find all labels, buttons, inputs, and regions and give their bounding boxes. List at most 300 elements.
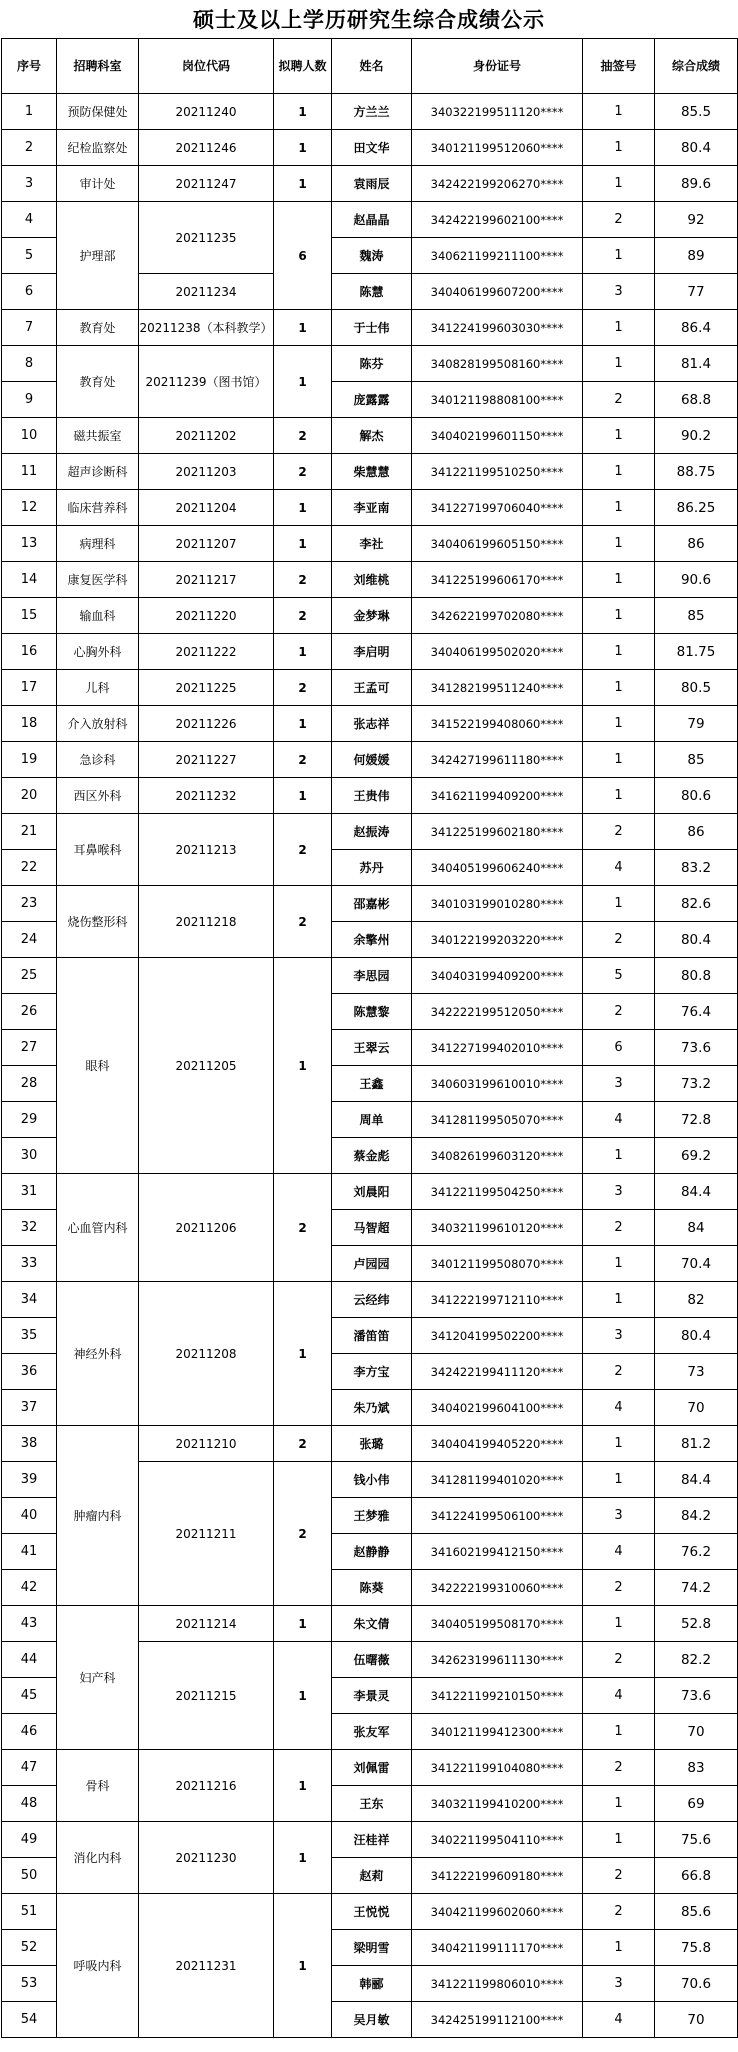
name-cell: 于士伟: [332, 310, 412, 346]
seq-cell: 47: [2, 1750, 57, 1786]
table-row: [2, 706, 738, 742]
name-cell: 陈慧黎: [332, 994, 412, 1030]
dept-cell: 西区外科: [57, 778, 139, 814]
name-cell: 潘笛笛: [332, 1318, 412, 1354]
header-row: [2, 39, 738, 94]
seq-cell: 9: [2, 382, 57, 418]
id-number-cell: 340103199010280****: [412, 886, 583, 922]
table-row: [2, 1606, 738, 1642]
lot-number-cell: 1: [583, 778, 655, 814]
score-cell: 73: [655, 1354, 738, 1390]
dept-cell: 急诊科: [57, 742, 139, 778]
lot-number-cell: 4: [583, 1534, 655, 1570]
table-row: [2, 1822, 738, 1858]
seq-cell: 21: [2, 814, 57, 850]
name-cell: 李景灵: [332, 1678, 412, 1714]
lot-number-cell: 1: [583, 634, 655, 670]
name-cell: 张璐: [332, 1426, 412, 1462]
id-number-cell: 340826199603120****: [412, 1138, 583, 1174]
name-cell: 赵静静: [332, 1534, 412, 1570]
seq-cell: 33: [2, 1246, 57, 1282]
lot-number-cell: 1: [583, 490, 655, 526]
dept-cell: 儿科: [57, 670, 139, 706]
name-cell: 解杰: [332, 418, 412, 454]
position-code-cell: 20211217: [139, 562, 274, 598]
seq-cell: 43: [2, 1606, 57, 1642]
score-cell: 86: [655, 814, 738, 850]
seq-cell: 49: [2, 1822, 57, 1858]
score-cell: 79: [655, 706, 738, 742]
id-number-cell: 340603199610010****: [412, 1066, 583, 1102]
id-number-cell: 342427199611180****: [412, 742, 583, 778]
score-cell: 84.4: [655, 1462, 738, 1498]
position-code-cell: 20211206: [139, 1174, 274, 1282]
table-row: [2, 526, 738, 562]
seq-cell: 54: [2, 2002, 57, 2038]
score-cell: 86.4: [655, 310, 738, 346]
seq-cell: 27: [2, 1030, 57, 1066]
lot-number-cell: 3: [583, 1966, 655, 2002]
name-cell: 刘佩雷: [332, 1750, 412, 1786]
lot-number-cell: 1: [583, 1786, 655, 1822]
score-cell: 80.8: [655, 958, 738, 994]
score-cell: 86: [655, 526, 738, 562]
name-cell: 李方宝: [332, 1354, 412, 1390]
id-number-cell: 342623199611130****: [412, 1642, 583, 1678]
hire-count-cell: 1: [274, 490, 332, 526]
name-cell: 刘维桃: [332, 562, 412, 598]
position-code-cell: 20211238（本科教学）: [139, 310, 274, 346]
lot-number-cell: 2: [583, 1750, 655, 1786]
seq-cell: 51: [2, 1894, 57, 1930]
dept-cell: 教育处: [57, 310, 139, 346]
table-row: [2, 1282, 738, 1318]
seq-cell: 14: [2, 562, 57, 598]
position-code-cell: 20211208: [139, 1282, 274, 1426]
lot-number-cell: 4: [583, 850, 655, 886]
dept-cell: 病理科: [57, 526, 139, 562]
dept-cell: 输血科: [57, 598, 139, 634]
lot-number-cell: 1: [583, 562, 655, 598]
score-cell: 74.2: [655, 1570, 738, 1606]
name-cell: 陈慧: [332, 274, 412, 310]
id-number-cell: 340322199511120****: [412, 94, 583, 130]
score-cell: 68.8: [655, 382, 738, 418]
id-number-cell: 342222199310060****: [412, 1570, 583, 1606]
name-cell: 王东: [332, 1786, 412, 1822]
seq-cell: 53: [2, 1966, 57, 2002]
name-cell: 汪桂祥: [332, 1822, 412, 1858]
score-cell: 69.2: [655, 1138, 738, 1174]
seq-cell: 10: [2, 418, 57, 454]
seq-cell: 29: [2, 1102, 57, 1138]
hire-count-cell: 1: [274, 526, 332, 562]
hire-count-cell: 1: [274, 958, 332, 1174]
seq-cell: 42: [2, 1570, 57, 1606]
hire-count-cell: 1: [274, 1642, 332, 1750]
id-number-cell: 340406199502020****: [412, 634, 583, 670]
lot-number-cell: 3: [583, 1066, 655, 1102]
position-code-cell: 20211226: [139, 706, 274, 742]
position-code-cell: 20211210: [139, 1426, 274, 1462]
seq-cell: 48: [2, 1786, 57, 1822]
header-seq: 序号: [2, 39, 57, 94]
lot-number-cell: 4: [583, 2002, 655, 2038]
id-number-cell: 341222199609180****: [412, 1858, 583, 1894]
position-code-cell: 20211218: [139, 886, 274, 958]
score-cell: 70.4: [655, 1246, 738, 1282]
seq-cell: 46: [2, 1714, 57, 1750]
table-row: [2, 1750, 738, 1786]
name-cell: 刘晨阳: [332, 1174, 412, 1210]
score-cell: 81.2: [655, 1426, 738, 1462]
score-cell: 89.6: [655, 166, 738, 202]
name-cell: 方兰兰: [332, 94, 412, 130]
seq-cell: 17: [2, 670, 57, 706]
table-row: [2, 202, 738, 238]
table-row: [2, 886, 738, 922]
id-number-cell: 341224199506100****: [412, 1498, 583, 1534]
score-cell: 75.6: [655, 1822, 738, 1858]
id-number-cell: 341221199104080****: [412, 1750, 583, 1786]
name-cell: 陈葵: [332, 1570, 412, 1606]
score-cell: 84: [655, 1210, 738, 1246]
name-cell: 李社: [332, 526, 412, 562]
dept-cell: 介入放射科: [57, 706, 139, 742]
score-cell: 70: [655, 1390, 738, 1426]
dept-cell: 临床营养科: [57, 490, 139, 526]
dept-cell: 审计处: [57, 166, 139, 202]
id-number-cell: 341225199602180****: [412, 814, 583, 850]
id-number-cell: 342222199512050****: [412, 994, 583, 1030]
id-number-cell: 340121199508070****: [412, 1246, 583, 1282]
lot-number-cell: 1: [583, 706, 655, 742]
lot-number-cell: 5: [583, 958, 655, 994]
position-code-cell: 20211213: [139, 814, 274, 886]
name-cell: 李亚南: [332, 490, 412, 526]
lot-number-cell: 1: [583, 1282, 655, 1318]
hire-count-cell: 1: [274, 94, 332, 130]
position-code-cell: 20211225: [139, 670, 274, 706]
hire-count-cell: 2: [274, 886, 332, 958]
score-cell: 70.6: [655, 1966, 738, 2002]
id-number-cell: 341221199806010****: [412, 1966, 583, 2002]
hire-count-cell: 1: [274, 1822, 332, 1894]
id-number-cell: 340828199508160****: [412, 346, 583, 382]
seq-cell: 37: [2, 1390, 57, 1426]
id-number-cell: 341222199712110****: [412, 1282, 583, 1318]
lot-number-cell: 1: [583, 670, 655, 706]
name-cell: 余擎州: [332, 922, 412, 958]
lot-number-cell: 2: [583, 1642, 655, 1678]
dept-cell: 肿瘤内科: [57, 1426, 139, 1606]
seq-cell: 23: [2, 886, 57, 922]
table-row: [2, 166, 738, 202]
seq-cell: 3: [2, 166, 57, 202]
position-code-cell: 20211234: [139, 274, 274, 310]
header-score: 综合成绩: [655, 39, 738, 94]
seq-cell: 5: [2, 238, 57, 274]
hire-count-cell: 1: [274, 166, 332, 202]
hire-count-cell: 1: [274, 778, 332, 814]
hire-count-cell: 2: [274, 598, 332, 634]
id-number-cell: 340121198808100****: [412, 382, 583, 418]
lot-number-cell: 2: [583, 202, 655, 238]
name-cell: 魏涛: [332, 238, 412, 274]
name-cell: 赵晶晶: [332, 202, 412, 238]
seq-cell: 7: [2, 310, 57, 346]
lot-number-cell: 3: [583, 1498, 655, 1534]
position-code-cell: 20211235: [139, 202, 274, 274]
name-cell: 苏丹: [332, 850, 412, 886]
hire-count-cell: 2: [274, 814, 332, 886]
lot-number-cell: 4: [583, 1390, 655, 1426]
dept-cell: 眼科: [57, 958, 139, 1174]
lot-number-cell: 1: [583, 526, 655, 562]
seq-cell: 52: [2, 1930, 57, 1966]
header-name: 姓名: [332, 39, 412, 94]
seq-cell: 12: [2, 490, 57, 526]
seq-cell: 18: [2, 706, 57, 742]
hire-count-cell: 2: [274, 1426, 332, 1462]
lot-number-cell: 6: [583, 1030, 655, 1066]
id-number-cell: 340421199111170****: [412, 1930, 583, 1966]
hire-count-cell: 1: [274, 346, 332, 418]
score-cell: 85.6: [655, 1894, 738, 1930]
id-number-cell: 341204199502200****: [412, 1318, 583, 1354]
hire-count-cell: 2: [274, 454, 332, 490]
seq-cell: 32: [2, 1210, 57, 1246]
table-row: [2, 598, 738, 634]
seq-cell: 39: [2, 1462, 57, 1498]
seq-cell: 38: [2, 1426, 57, 1462]
seq-cell: 50: [2, 1858, 57, 1894]
seq-cell: 4: [2, 202, 57, 238]
id-number-cell: 340621199211100****: [412, 238, 583, 274]
dept-cell: 骨科: [57, 1750, 139, 1822]
header-lot: 抽签号: [583, 39, 655, 94]
seq-cell: 36: [2, 1354, 57, 1390]
id-number-cell: 340403199409200****: [412, 958, 583, 994]
seq-cell: 41: [2, 1534, 57, 1570]
hire-count-cell: 1: [274, 634, 332, 670]
position-code-cell: 20211222: [139, 634, 274, 670]
name-cell: 赵莉: [332, 1858, 412, 1894]
id-number-cell: 340406199607200****: [412, 274, 583, 310]
name-cell: 朱乃斌: [332, 1390, 412, 1426]
lot-number-cell: 1: [583, 310, 655, 346]
lot-number-cell: 1: [583, 1138, 655, 1174]
score-cell: 84.2: [655, 1498, 738, 1534]
dept-cell: 磁共振室: [57, 418, 139, 454]
score-cell: 69: [655, 1786, 738, 1822]
score-cell: 90.2: [655, 418, 738, 454]
seq-cell: 34: [2, 1282, 57, 1318]
lot-number-cell: 2: [583, 1858, 655, 1894]
id-number-cell: 340405199508170****: [412, 1606, 583, 1642]
lot-number-cell: 2: [583, 1570, 655, 1606]
dept-cell: 烧伤整形科: [57, 886, 139, 958]
name-cell: 陈芬: [332, 346, 412, 382]
hire-count-cell: 2: [274, 742, 332, 778]
position-code-cell: 20211207: [139, 526, 274, 562]
lot-number-cell: 1: [583, 418, 655, 454]
id-number-cell: 342422199206270****: [412, 166, 583, 202]
table-row: [2, 1174, 738, 1210]
header-hires: 拟聘人数: [274, 39, 332, 94]
id-number-cell: 340122199203220****: [412, 922, 583, 958]
lot-number-cell: 4: [583, 1678, 655, 1714]
seq-cell: 1: [2, 94, 57, 130]
name-cell: 吴月敏: [332, 2002, 412, 2038]
lot-number-cell: 1: [583, 1822, 655, 1858]
score-cell: 72.8: [655, 1102, 738, 1138]
results-table: [1, 38, 738, 2038]
score-cell: 52.8: [655, 1606, 738, 1642]
lot-number-cell: 2: [583, 814, 655, 850]
position-code-cell: 20211240: [139, 94, 274, 130]
hire-count-cell: 1: [274, 1750, 332, 1822]
hire-count-cell: 1: [274, 706, 332, 742]
position-code-cell: 20211231: [139, 1894, 274, 2038]
score-cell: 85: [655, 742, 738, 778]
position-code-cell: 20211203: [139, 454, 274, 490]
name-cell: 王孟可: [332, 670, 412, 706]
table-row: [2, 1894, 738, 1930]
table-row: [2, 562, 738, 598]
seq-cell: 2: [2, 130, 57, 166]
lot-number-cell: 3: [583, 1174, 655, 1210]
name-cell: 金梦琳: [332, 598, 412, 634]
id-number-cell: 342622199702080****: [412, 598, 583, 634]
score-cell: 85: [655, 598, 738, 634]
position-code-cell: 20211214: [139, 1606, 274, 1642]
header-code: 岗位代码: [139, 39, 274, 94]
dept-cell: 神经外科: [57, 1282, 139, 1426]
score-cell: 73.2: [655, 1066, 738, 1102]
name-cell: 伍曙薇: [332, 1642, 412, 1678]
position-code-cell: 20211204: [139, 490, 274, 526]
score-cell: 70: [655, 2002, 738, 2038]
name-cell: 邵嘉彬: [332, 886, 412, 922]
lot-number-cell: 2: [583, 1354, 655, 1390]
dept-cell: 妇产科: [57, 1606, 139, 1750]
id-number-cell: 340321199610120****: [412, 1210, 583, 1246]
score-cell: 89: [655, 238, 738, 274]
hire-count-cell: 6: [274, 202, 332, 310]
score-cell: 90.6: [655, 562, 738, 598]
lot-number-cell: 2: [583, 1894, 655, 1930]
seq-cell: 30: [2, 1138, 57, 1174]
position-code-cell: 20211202: [139, 418, 274, 454]
position-code-cell: 20211216: [139, 1750, 274, 1822]
dept-cell: 纪检监察处: [57, 130, 139, 166]
table-row: [2, 490, 738, 526]
score-cell: 70: [655, 1714, 738, 1750]
seq-cell: 26: [2, 994, 57, 1030]
score-cell: 83.2: [655, 850, 738, 886]
position-code-cell: 20211205: [139, 958, 274, 1174]
score-cell: 83: [655, 1750, 738, 1786]
table-row: [2, 130, 738, 166]
hire-count-cell: 2: [274, 670, 332, 706]
hire-count-cell: 2: [274, 418, 332, 454]
table-row: [2, 634, 738, 670]
seq-cell: 11: [2, 454, 57, 490]
name-cell: 卢园园: [332, 1246, 412, 1282]
position-code-cell: 20211220: [139, 598, 274, 634]
score-cell: 85.5: [655, 94, 738, 130]
score-cell: 86.25: [655, 490, 738, 526]
lot-number-cell: 1: [583, 1426, 655, 1462]
dept-cell: 耳鼻喉科: [57, 814, 139, 886]
seq-cell: 28: [2, 1066, 57, 1102]
table-row: [2, 418, 738, 454]
lot-number-cell: 1: [583, 346, 655, 382]
name-cell: 袁雨辰: [332, 166, 412, 202]
seq-cell: 13: [2, 526, 57, 562]
name-cell: 庞露露: [332, 382, 412, 418]
hire-count-cell: 1: [274, 1606, 332, 1642]
score-cell: 80.6: [655, 778, 738, 814]
name-cell: 田文华: [332, 130, 412, 166]
id-number-cell: 341602199412150****: [412, 1534, 583, 1570]
name-cell: 赵振涛: [332, 814, 412, 850]
lot-number-cell: 1: [583, 238, 655, 274]
name-cell: 钱小伟: [332, 1462, 412, 1498]
table-row: [2, 94, 738, 130]
score-cell: 80.4: [655, 1318, 738, 1354]
header-id: 身份证号: [412, 39, 583, 94]
id-number-cell: 342422199411120****: [412, 1354, 583, 1390]
lot-number-cell: 1: [583, 886, 655, 922]
id-number-cell: 341227199402010****: [412, 1030, 583, 1066]
lot-number-cell: 2: [583, 1210, 655, 1246]
lot-number-cell: 3: [583, 274, 655, 310]
lot-number-cell: 1: [583, 598, 655, 634]
name-cell: 梁明雪: [332, 1930, 412, 1966]
position-code-cell: 20211211: [139, 1462, 274, 1606]
seq-cell: 25: [2, 958, 57, 994]
hire-count-cell: 1: [274, 310, 332, 346]
table-row: [2, 814, 738, 850]
lot-number-cell: 1: [583, 1714, 655, 1750]
score-cell: 81.75: [655, 634, 738, 670]
score-cell: 82.6: [655, 886, 738, 922]
dept-cell: 教育处: [57, 346, 139, 418]
hire-count-cell: 2: [274, 1462, 332, 1606]
id-number-cell: 341225199606170****: [412, 562, 583, 598]
id-number-cell: 340402199604100****: [412, 1390, 583, 1426]
position-code-cell: 20211246: [139, 130, 274, 166]
id-number-cell: 342422199602100****: [412, 202, 583, 238]
lot-number-cell: 1: [583, 742, 655, 778]
dept-cell: 超声诊断科: [57, 454, 139, 490]
seq-cell: 40: [2, 1498, 57, 1534]
position-code-cell: 20211215: [139, 1642, 274, 1750]
score-cell: 80.5: [655, 670, 738, 706]
name-cell: 周单: [332, 1102, 412, 1138]
lot-number-cell: 1: [583, 454, 655, 490]
lot-number-cell: 4: [583, 1102, 655, 1138]
seq-cell: 19: [2, 742, 57, 778]
table-row: [2, 454, 738, 490]
id-number-cell: 341227199706040****: [412, 490, 583, 526]
score-cell: 76.4: [655, 994, 738, 1030]
position-code-cell: 20211239（图书馆）: [139, 346, 274, 418]
score-cell: 76.2: [655, 1534, 738, 1570]
score-cell: 84.4: [655, 1174, 738, 1210]
